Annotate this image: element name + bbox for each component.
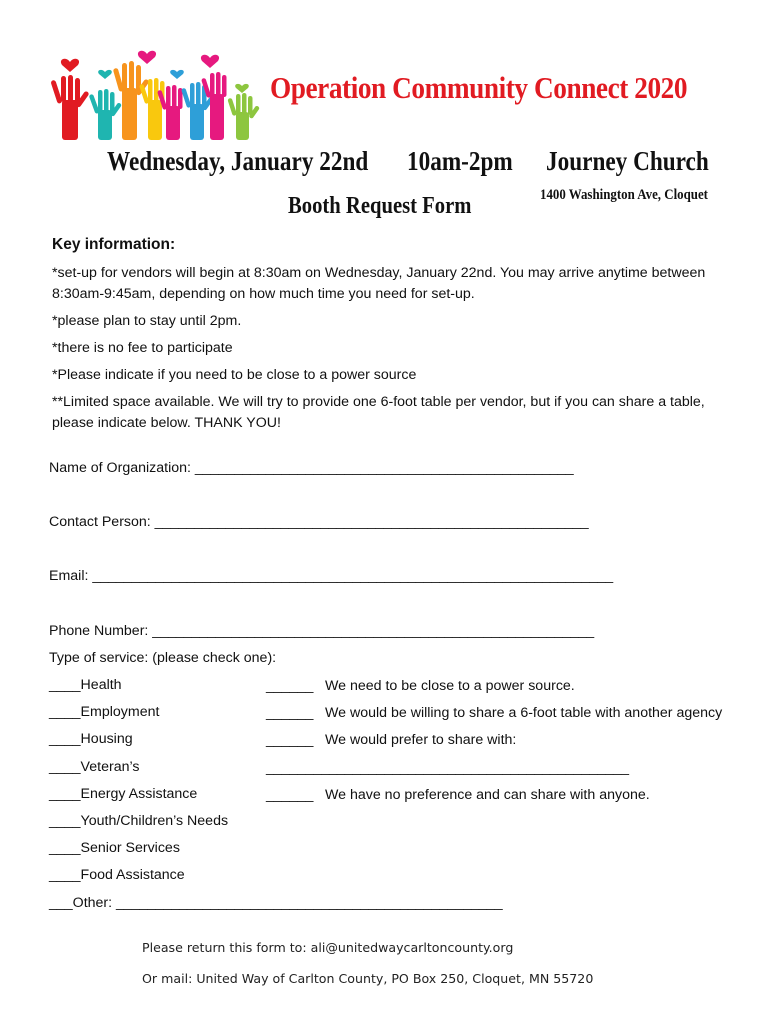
form-title: Booth Request Form [288, 193, 472, 219]
phone-field[interactable]: Phone Number: ________________________________________________________ [49, 623, 595, 639]
service-option-youth[interactable]: ____Youth/Children’s Needs [49, 813, 229, 829]
share-with-label: We would prefer to share with: [325, 732, 517, 748]
service-option-employment[interactable]: ____Employment [49, 704, 160, 720]
key-info-item: *please plan to stay until 2pm. [52, 313, 242, 329]
service-type-heading: Type of service: (please check one): [49, 650, 277, 666]
service-option-other[interactable]: ___Other: _________________________________________________ [49, 895, 503, 911]
key-info-item: *Please indicate if you need to be close to a power source [52, 367, 417, 383]
share-with-checkbox-blank[interactable]: ______ [266, 732, 314, 748]
key-info-item: *set-up for vendors will begin at 8:30am on Wednesday, January 22nd. You may arrive anytime between 8:30am-9:45am, depending on how much time you need for set-up. [52, 265, 706, 302]
key-info-item: *there is no fee to participate [52, 340, 233, 356]
red-hand-icon [50, 75, 89, 140]
service-option-energy[interactable]: ____Energy Assistance [49, 786, 198, 802]
event-venue: Journey Church [546, 146, 709, 176]
green-hand-icon [227, 93, 260, 140]
no-preference-label: We have no preference and can share with anyone. [325, 787, 650, 803]
organization-field[interactable]: Name of Organization: ________________________________________________ [49, 460, 574, 476]
yellow-hand-icon [139, 78, 164, 140]
contact-person-field[interactable]: Contact Person: _______________________________________________________ [49, 514, 589, 530]
venue-address: 1400 Washington Ave, Cloquet [540, 187, 708, 203]
share-checkbox-blank[interactable]: ______ [266, 705, 314, 721]
service-option-senior[interactable]: ____Senior Services [49, 840, 180, 856]
service-option-food[interactable]: ____Food Assistance [49, 867, 185, 883]
service-option-housing[interactable]: ____Housing [49, 731, 133, 747]
no-preference-checkbox-blank[interactable]: ______ [266, 787, 314, 803]
event-title: Operation Community Connect 2020 [270, 70, 688, 105]
event-time: 10am-2pm [407, 146, 513, 176]
return-instructions: Please return this form to: ali@unitedwaycarltoncounty.org [142, 940, 514, 955]
power-option-label: We need to be close to a power source. [325, 678, 575, 694]
teal-hand-icon [89, 89, 122, 140]
key-info-item: **Limited space available. We will try to provide one 6-foot table per vendor, but if you can share a table, please indicate below. THANK YOU! [52, 394, 705, 431]
mail-instructions: Or mail: United Way of Carlton County, PO Box 250, Cloquet, MN 55720 [142, 971, 594, 986]
email-field[interactable]: Email: __________________________________________________________________ [49, 568, 614, 584]
share-with-input-line[interactable]: ______________________________________________ [266, 760, 629, 776]
power-checkbox-blank[interactable]: ______ [266, 678, 314, 694]
key-info-heading: Key information: [52, 236, 176, 253]
share-willing-label: We would be willing to share a 6-foot table with another agency [325, 705, 723, 721]
service-option-veterans[interactable]: ____Veteran’s [49, 759, 140, 775]
event-date: Wednesday, January 22nd [107, 146, 369, 176]
hands-logo [50, 48, 265, 140]
service-option-health[interactable]: ____Health [49, 677, 122, 693]
